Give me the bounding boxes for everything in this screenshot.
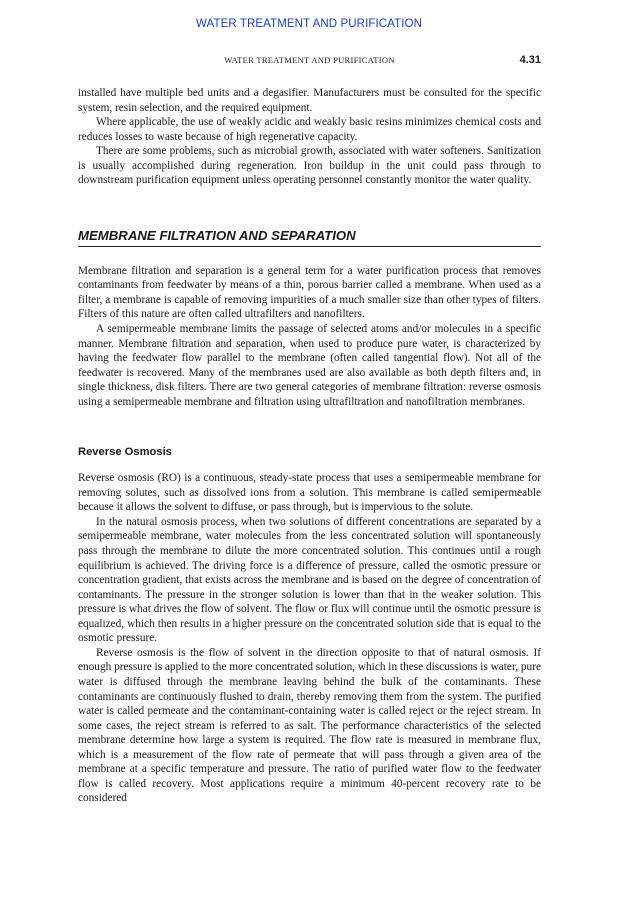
body-paragraph: Where applicable, the use of weakly acidic and weakly basic resins minimizes chemical costs and reduces losses to waste because of high regenerative capacity. xyxy=(78,116,541,143)
body-paragraph: Membrane filtration and separation is a general term for a water purification process that removes contaminants from feedwater by means of a thin, porous barrier called a membrane. When used as a filter, a membrane is capable of removing impurities of a much smaller size than other types of filters. Filters of this nature are often called ultrafilters and nanofilters. xyxy=(78,264,541,321)
subsection-heading: Reverse Osmosis xyxy=(78,446,172,459)
body-paragraph: A semipermeable membrane limits the passage of selected atoms and/or molecules in a specific manner. Membrane filtration and separation, when used to produce pure water, is characterized by having the feedwater flow parallel to the membrane (often called tangential flow). Not all of the feedwater is recovered. Many of the membranes used are also available as both depth filters and, in single thickness, disk filters. There are two general categories of membrane filtration: reverse osmosis using a semipermeable membrane and filtration using ultrafiltration and nanofiltration membranes. xyxy=(78,323,541,408)
body-paragraph: In the natural osmosis process, when two solutions of different concentrations are separated by a semipermeable membrane, water molecules from the less concentrated solution will spontaneously pass through the membrane to dilute the more concentrated solution. This continues until a rough equilibrium is achieved. The driving force is a difference of pressure, called the osmotic pressure or concentration gradient, that exists across the membrane and is based on the degree of concentration of contaminants. The pressure in the stronger solution is lower than that in the weaker solution. This pressure is what drives the flow of solvent. The flow or flux will continue until the osmotic pressure is equalized, which then results in a higher pressure on the concentrated solution side that is equal to the osmotic pressure. xyxy=(78,515,541,645)
body-paragraph: installed have multiple bed units and a degasifier. Manufacturers must be consulted for the specific system, resin selection, and the required equipment. xyxy=(78,87,541,114)
body-paragraph: Reverse osmosis (RO) is a continuous, steady-state process that uses a semipermeable membrane for removing solutes, such as dissolved ions from a solution. This membrane is called semipermeable because it allows the solvent to diffuse, or pass through, but is impervious to the solute. xyxy=(78,472,541,514)
running-header-title: WATER TREATMENT AND PURIFICATION xyxy=(224,55,395,65)
page-body xyxy=(78,86,541,806)
section-heading: MEMBRANE FILTRATION AND SEPARATION xyxy=(78,228,541,247)
running-header xyxy=(78,55,541,69)
body-paragraph: There are some problems, such as microbial growth, associated with water softeners. Sanitization is usually accomplished during regeneration. Iron buildup in the unit could pass through to downstream purification equipment unless operating personnel constantly monitor the water quality. xyxy=(78,145,541,187)
book-banner: WATER TREATMENT AND PURIFICATION xyxy=(196,18,422,30)
body-paragraph: Reverse osmosis is the flow of solvent in the direction opposite to that of natural osmosis. If enough pressure is applied to the more concentrated solution, which in these discussions is water, pure water is diffused through the membrane leaving behind the bulk of the contaminants. These contaminants are continuously flushed to drain, thereby removing them from the system. The purified water is called permeate and the contaminant-containing water is called reject or the reject stream. In some cases, the reject stream is referred to as salt. The performance characteristics of the selected membrane determine how large a system is required. The flow rate is measured in membrane flux, which is a measurement of the flow rate of permeate that will pass through a given area of the membrane at a specific temperature and pressure. The ratio of purified water flow to the feedwater flow is called recovery. Most applications require a minimum 40-percent recovery rate to be considered xyxy=(78,646,541,805)
page-number: 4.31 xyxy=(519,54,541,66)
